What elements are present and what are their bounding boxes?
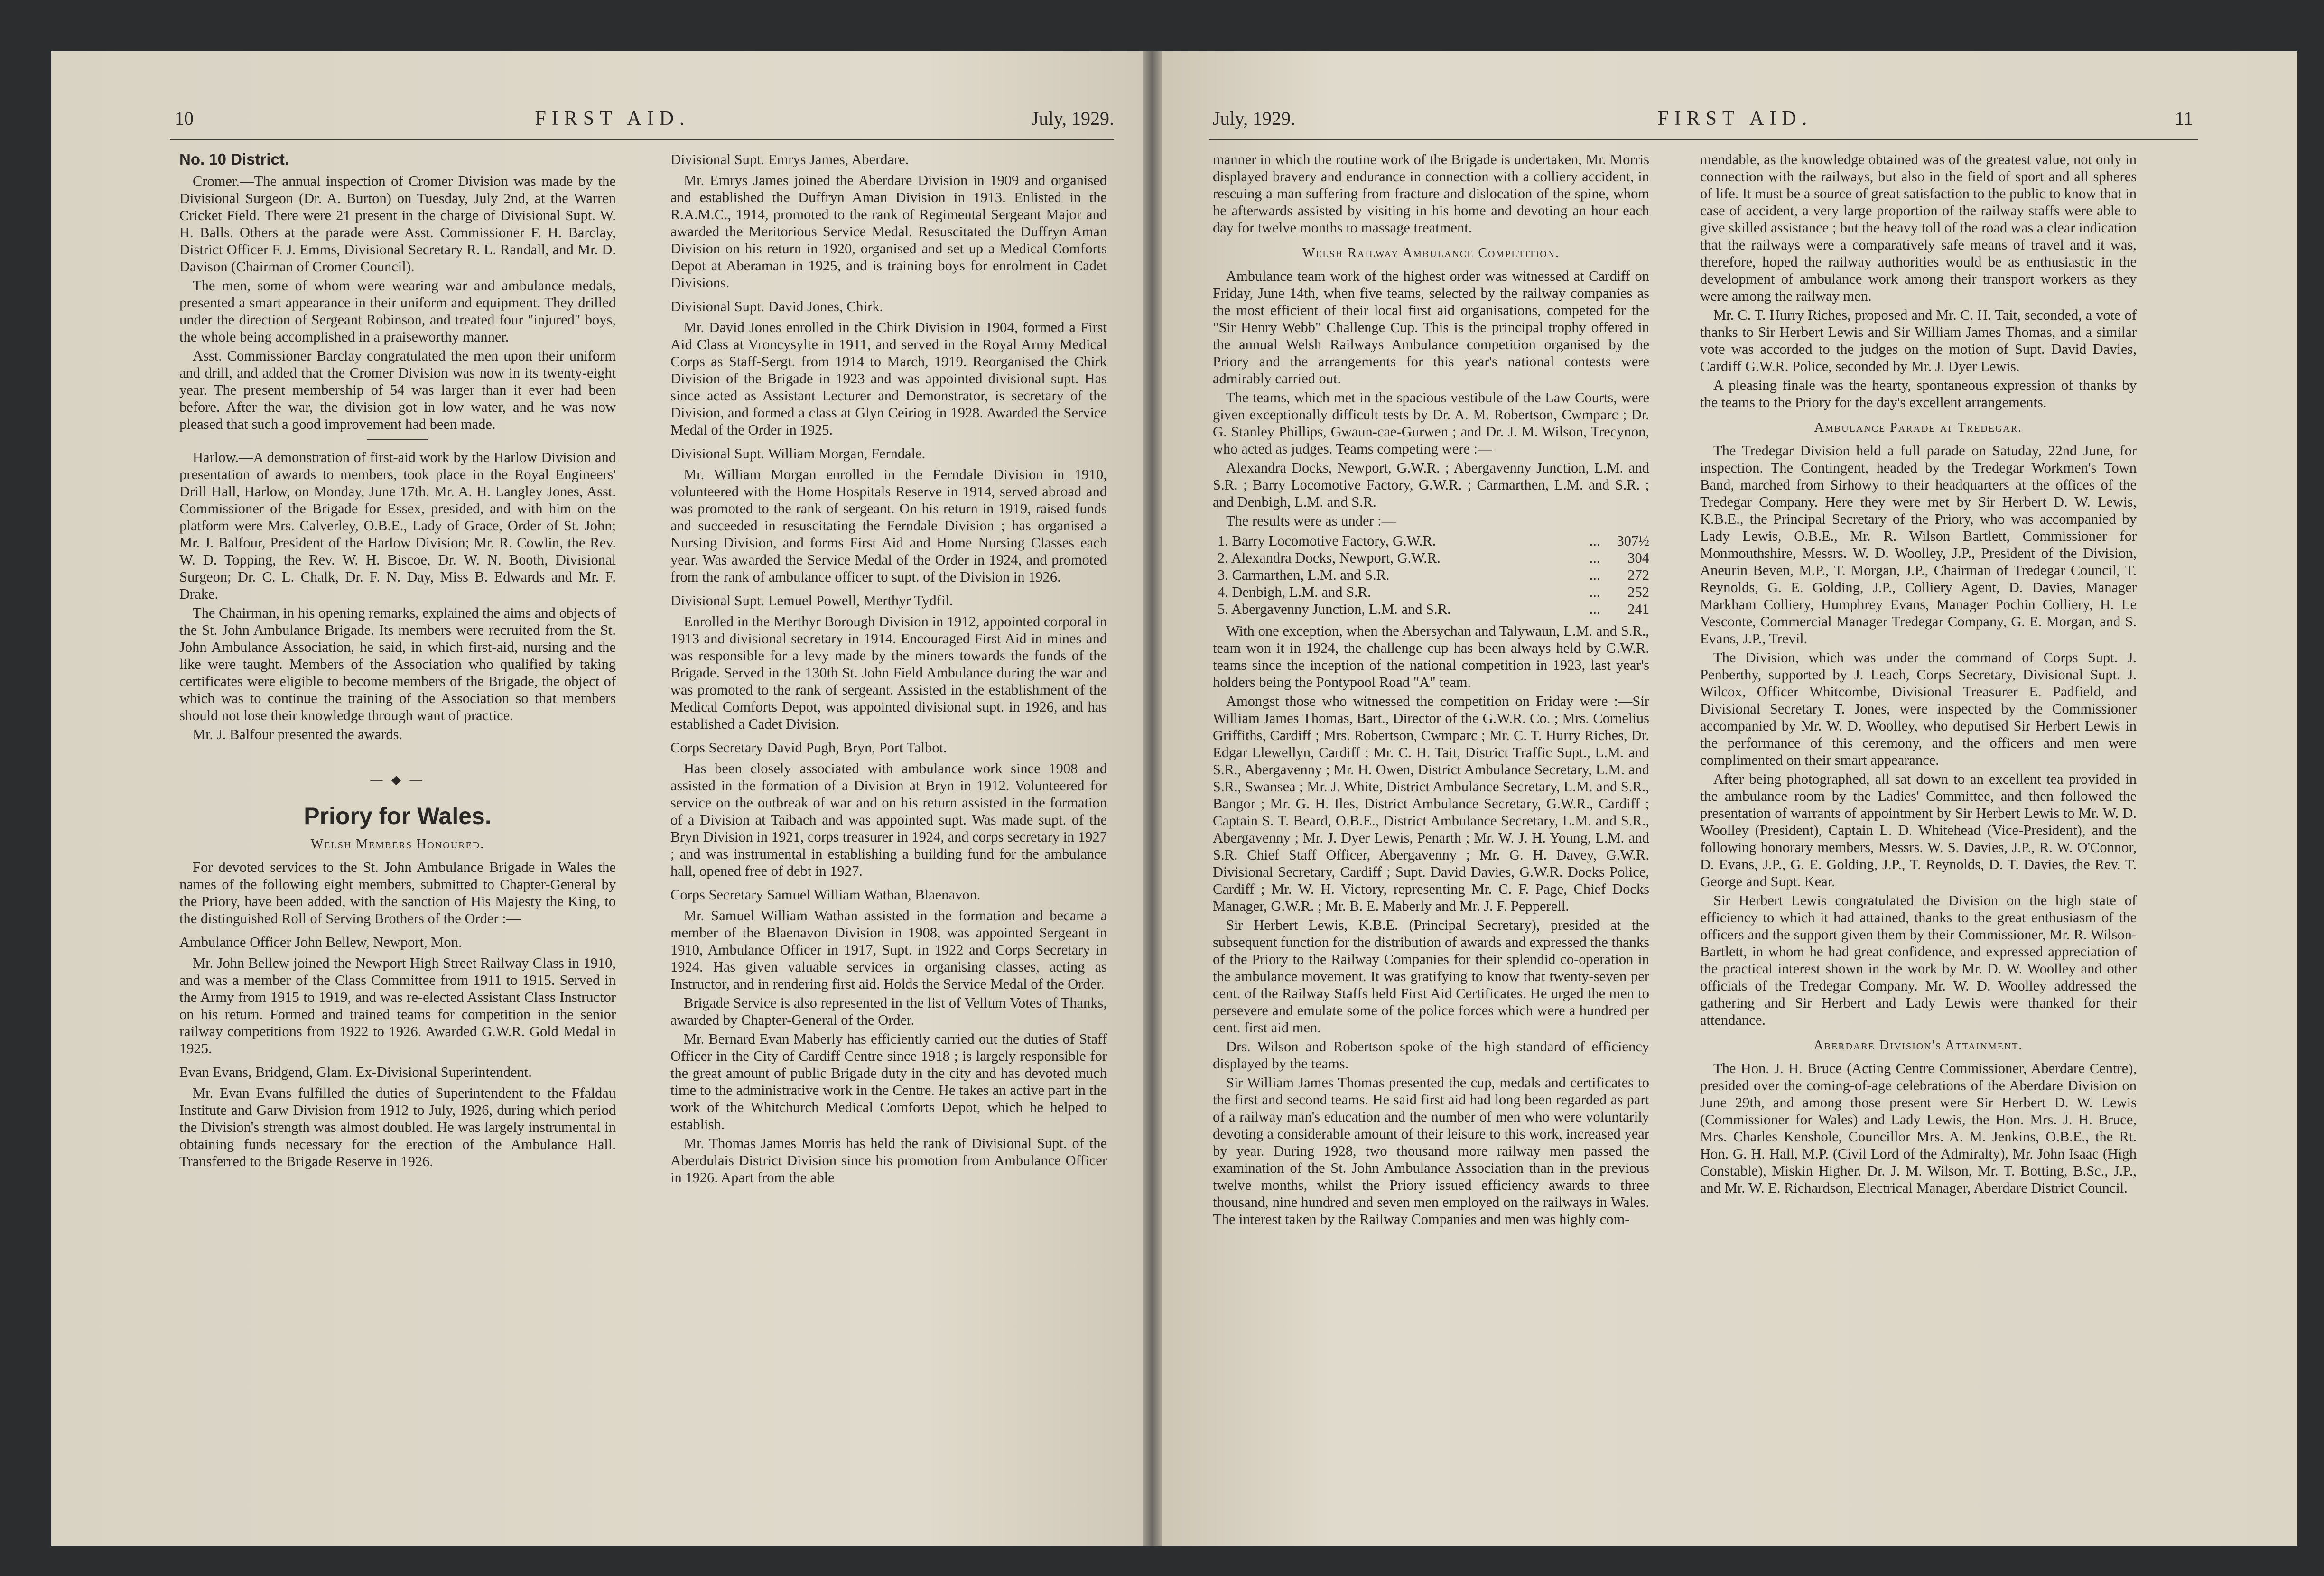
- paragraph: The Hon. J. H. Bruce (Acting Centre Commissioner, Aberdare Centre), presided over the coming-of-age celebrations of the Aberdare Division on June 29th, and among those present were Sir Herbert D. W. Lewis (Commissioner for Wales) and Lady Lewis, the Hon. Mrs. J. H. Bruce, Mrs. Charles Kenshole, Councillor Mrs. A. M. Jenkins, O.B.E., the Rt. Hon. G. H. Hall, M.P. (Civil Lord of the Admiralty), Mr. John Isaac (High Constable), Miskin Higher. Dr. J. M. Wilson, Mr. T. Botting, B.Sc., J.P., and Mr. W. E. Richardson, Electrical Manager, Aberdare District Council.: [1700, 1060, 2137, 1196]
- paragraph: Brigade Service is also represented in the list of Vellum Votes of Thanks, awarded by Chapter-General of the Order.: [670, 995, 1107, 1028]
- results-row: [1218, 532, 1649, 549]
- issue-date: July, 1929.: [1213, 108, 1296, 129]
- subheading: Aberdare Division's Attainment.: [1813, 1038, 2023, 1053]
- leader-dots: ...: [1589, 567, 1600, 583]
- issue-date: July, 1929.: [1031, 108, 1114, 129]
- team-name: 2. Alexandra Docks, Newport, G.W.R.: [1218, 550, 1441, 566]
- paragraph: Mr. Thomas James Morris has held the rank of Divisional Supt. of the Aberdulais District Division since his promotion from Ambulance Officer in 1926. Apart from the able: [670, 1135, 1107, 1186]
- paragraph: The Tredegar Division held a full parade on Satuday, 22nd June, for inspection. The Contingent, headed by the Tredegar Workmen's Town Band, marched from Sirhowy to their headquarters at the offices of the Tredegar Company. Here they were met by Sir Herbert D. W. Lewis, K.B.E., the Principal Secretary of the Priory, who was accompanied by Lady Lewis, O.B.E., Mr. R. Wilson Bartlett, Commissioner for Monmouthshire, Messrs. W. D. Woolley, J.P., President of the Division, Aneurin Beven, M.P., T. Morgan, J.P., Chairman of Tredegar Council, T. Reynolds, G. E. Golding, J.P., Colliery Agent, D. Davies, Manager Markham Colliery, Humphrey Evans, Manager Pochin Colliery, H. Le Vesconte, Commercial Manager Tredegar Company, G. E. Morgan, and S. Evans, J.P., Trevil.: [1700, 443, 2137, 647]
- right-page: [1162, 51, 2297, 1546]
- paragraph: The results were as under :—: [1226, 513, 1396, 529]
- divider: [367, 439, 428, 440]
- team-name: 1. Barry Locomotive Factory, G.W.R.: [1218, 533, 1436, 549]
- team-name: 5. Abergavenny Junction, L.M. and S.R.: [1218, 601, 1451, 617]
- paragraph: Asst. Commissioner Barclay congratulated the men upon their uniform and drill, and added that the Cromer Division was now in its twenty-eight year. The present membership of 54 was larger than it ever had been before. After the war, the division got in low water, and he was now pleased that such a good improvement had been made.: [179, 348, 616, 432]
- paragraph: Cromer.—The annual inspection of Cromer Division was made by the Divisional Surgeon (Dr. A. Burton) on Tuesday, July 2nd, at the Warren Cricket Field. There were 21 present in the charge of Divisional Supt. W. H. Balls. Others at the parade were Asst. Commissioner F. H. Barclay, District Officer F. J. Emms, Divisional Secretary R. L. Randall, and Mr. D. Davison (Chairman of Cromer Council).: [179, 173, 616, 275]
- paragraph: The teams, which met in the spacious vestibule of the Law Courts, were given exceptionally difficult tests by Dr. A. M. Robertson, Cwmparc ; Dr. G. Stanley Phillips, Gwaun-cae-Gurwen ; and Dr. J. M. Wilson, Trecynon, who acted as judges. Teams competing were :—: [1213, 389, 1649, 457]
- paragraph: Mr. William Morgan enrolled in the Ferndale Division in 1910, volunteered with the Home Hospitals Reserve in 1914, served abroad and was promoted to the rank of sergeant. On his return in 1919, raised funds and succeeded in resuscitating the Ferndale Division ; has organised a Nursing Division, and forms First Aid and Home Nursing Classes each year. Was awarded the Service Medal of the Order in 1924, and promoted from the rank of ambulance officer to supt. of the Division in 1926.: [670, 466, 1107, 585]
- paragraph: The Division, which was under the command of Corps Supt. J. Penberthy, supported by J. Leach, Corps Secretary, Divisional Supt. J. Wilcox, Officer Whitcombe, Divisional Treasurer E. Padfield, and Divisional Secretary T. Jones, were inspected by the Commissioner accompanied by Mr. W. D. Woolley, who deputised Sir Herbert Lewis in the performance of this ceremony, and the officers and men were complimented on their smart appearance.: [1700, 649, 2137, 768]
- running-title: FIRST AID.: [1657, 108, 1813, 130]
- paragraph: Mr. John Bellew joined the Newport High Street Railway Class in 1910, and was a member of the Class Committee from 1911 to 1915. Served in the Army from 1915 to 1919, and was re-elected Assistant Class Instructor on his return. Formed and trained teams for competition in the senior railway competitions from 1922 to 1926. Awarded G.W.R. Gold Medal in 1925.: [179, 955, 616, 1057]
- results-row: [1218, 566, 1649, 584]
- paragraph: For devoted services to the St. John Ambulance Brigade in Wales the names of the following eight members, submitted to Chapter-General by the Priory, have been added, with the sanction of His Majesty the King, to the distinguished Roll of Serving Brothers of the Order :—: [179, 859, 616, 927]
- team-score: 252: [1627, 584, 1649, 600]
- magazine-spread: [51, 51, 2297, 1546]
- paragraph: Mr. Evan Evans fulfilled the duties of Superintendent to the Ffaldau Institute and Garw Division from 1912 to July, 1926, during which period the Division's strength was almost doubled. He was largely instrumental in obtaining funds necessary for the erection of the Ambulance Hall. Transferred to the Brigade Reserve in 1926.: [179, 1085, 616, 1169]
- person-heading: Evan Evans, Bridgend, Glam. Ex-Divisional Superintendent.: [179, 1064, 532, 1080]
- paragraph: Mr. Bernard Evan Maberly has efficiently carried out the duties of Staff Officer in the City of Cardiff Centre since 1918 ; is largely responsible for the great amount of public Brigade duty in the city and has devoted much time to the administrative work in the Centre. He takes an active part in the work of the Whitchurch Medical Comforts Depot, which he helped to establish.: [670, 1031, 1107, 1132]
- right-column-2: [1700, 146, 2137, 1198]
- team-score: 241: [1627, 601, 1649, 617]
- leader-dots: ...: [1589, 533, 1600, 549]
- paragraph: Harlow.—A demonstration of first-aid work by the Harlow Division and presentation of awards to members, took place in the Royal Engineers' Drill Hall, Harlow, on Monday, June 17th. Mr. A. H. Langley Jones, Asst. Commissioner of the Brigade for Essex, presided, and with him on the platform were Mrs. Calverley, O.B.E., Lady of Grace, Order of St. John; Mr. J. Balfour, President of the Harlow Division; Mr. R. Cowlin, the Rev. W. D. Topping, the Rev. W. H. Biscoe, Dr. W. N. Booth, Divisional Surgeon; Dr. C. L. Chalk, Dr. F. N. Day, Miss B. Edwards and Mr. F. Drake.: [179, 449, 616, 602]
- results-row: [1218, 549, 1649, 566]
- subheading: Welsh Railway Ambulance Competition.: [1302, 246, 1560, 260]
- paragraph: Mr. David Jones enrolled in the Chirk Division in 1904, formed a First Aid Class at Vroncysylte in 1911, and served in the Royal Army Medical Corps as Staff-Sergt. from 1914 to March, 1919. Reorganised the Chirk Division of the Brigade in 1923 and was appointed divisional supt. Has since acted as Assistant Lecturer and Demonstrator, is secretary of the Division, and formed a class at Glyn Ceiriog in 1928. Awarded the Service Medal of the Order in 1925.: [670, 319, 1107, 438]
- person-heading: Divisional Supt. Lemuel Powell, Merthyr Tydfil.: [670, 593, 953, 609]
- paragraph: Sir Herbert Lewis, K.B.E. (Principal Secretary), presided at the subsequent function for the distribution of awards and expressed the thanks of the Priory to the Railway Companies for their splendid co-operation in the ambulance movement. It was gratifying to know that twenty-seven per cent. of the Railway Staffs held First Aid Certificates. He urged the men to persevere and emulate some of the police forces which were a hundred per cent. first aid men.: [1213, 917, 1649, 1036]
- person-heading: Divisional Supt. David Jones, Chirk.: [670, 298, 883, 315]
- person-heading: Ambulance Officer John Bellew, Newport, Mon.: [179, 934, 462, 950]
- leader-dots: ...: [1589, 584, 1600, 600]
- paragraph: Mr. Samuel William Wathan assisted in the formation and became a member of the Blaenavon Division in 1908, was appointed Sergeant in 1910, Ambulance Officer in 1917, Supt. in 1922 and Corps Secretary in 1924. Has given valuable services in organising classes, acting as Instructor, and in rendering first aid. Holds the Service Medal of the Order.: [670, 908, 1107, 992]
- subheading: Welsh Members Honoured.: [310, 837, 485, 852]
- person-heading: Divisional Supt. William Morgan, Ferndale.: [670, 445, 926, 462]
- paragraph: Mr. J. Balfour presented the awards.: [193, 726, 403, 742]
- paragraph: Mr. Emrys James joined the Aberdare Division in 1909 and organised and established the Duffryn Aman Division in 1913. Enlisted in the R.A.M.C., 1914, promoted to the rank of Regimental Sergeant Major and awarded the Meritorious Service Medal. Resuscitated the Duffryn Aman Division on his return in 1920, organised and set up a Medical Comforts Depot at Aberaman in 1925, and is training boys for enrolment in Cadet Divisions.: [670, 172, 1107, 291]
- paragraph: After being photographed, all sat down to an excellent tea provided in the ambulance room by the Ladies' Committee, and then followed the presentation of warrants of appointment by Sir Herbert Lewis to Mr. W. D. Woolley (President), Captain L. D. Whitehead (Vice-President), and the following honorary members, Messrs. W. S. Davies, J.P., R. W. O'Connor, D. Evans, J.P., G. E. Golding, J.P., T. Reynolds, D. T. Davies, the Rev. T. George and Supt. Kear.: [1700, 771, 2137, 890]
- paragraph: Mr. C. T. Hurry Riches, proposed and Mr. C. H. Tait, seconded, a vote of thanks to Sir Herbert Lewis and Sir William James Thomas, and a similar vote was accorded to the judges on the motion of Supt. David Davies, Cardiff G.W.R. Police, seconded by Mr. J. Dyer Lewis.: [1700, 307, 2137, 374]
- paragraph: A pleasing finale was the hearty, spontaneous expression of thanks by the teams to the Priory for the day's excellent arrangements.: [1700, 377, 2137, 410]
- paragraph: Drs. Wilson and Robertson spoke of the high standard of efficiency displayed by the teams.: [1213, 1038, 1649, 1072]
- person-heading: Corps Secretary David Pugh, Bryn, Port Talbot.: [670, 740, 947, 756]
- person-heading: Divisional Supt. Emrys James, Aberdare.: [670, 151, 909, 167]
- leader-dots: ...: [1589, 601, 1600, 617]
- left-column-2: [670, 146, 1107, 1188]
- paragraph: With one exception, when the Abersychan and Talywaun, L.M. and S.R., team won it in 1924, the challenge cup has been always held by G.W.R. teams since the inception of the national competition in 1923, last year's holders being the Pontypool Road "A" team.: [1213, 623, 1649, 690]
- subheading: Ambulance Parade at Tredegar.: [1814, 420, 2023, 435]
- page-number: 11: [2175, 108, 2193, 129]
- running-header: [1213, 107, 2193, 136]
- page-number: 10: [175, 108, 194, 129]
- paragraph: The men, some of whom were wearing war and ambulance medals, presented a smart appearance in their uniform and equipment. They drilled under the direction of Sergeant Robinson, and treated four "injured" boys, the whole being accomplished in a praiseworthy manner.: [179, 278, 616, 345]
- paragraph: Sir William James Thomas presented the cup, medals and certificates to the first and second teams. He said first aid had long been regarded as part of a railway man's education and the number of men who were voluntarily devoting a considerable amount of their leisure to this work, increased year by year. During 1928, two thousand more railway men passed the examination of the St. John Ambulance Association than in the previous twelve months, whilst the Priory issued efficiency awards to three thousand, nine hundred and seven men employed on the railways in Wales. The interest taken by the Railway Companies and men was highly com-: [1213, 1075, 1649, 1227]
- paragraph: Enrolled in the Merthyr Borough Division in 1912, appointed corporal in 1913 and divisional secretary in 1914. Encouraged First Aid in mines and was responsible for a levy made by the miners towards the funds of the Brigade. Served in the 130th St. John Field Ambulance during the war and was promoted to the rank of sergeant. Assisted in the establishment of the Medical Comforts Depot, was appointed divisional supt. in 1926, and has established a Cadet Division.: [670, 613, 1107, 732]
- section-heading: Priory for Wales.: [304, 803, 492, 829]
- leader-dots: ...: [1589, 550, 1600, 566]
- district-heading: No. 10 District.: [179, 150, 289, 168]
- running-header: [175, 107, 1114, 136]
- paragraph: manner in which the routine work of the Brigade is undertaken, Mr. Morris displayed bravery and endurance in connection with a colliery accident, in rescuing a man suffering from fracture and dislocation of the spine, whom he afterwards assisted by visiting in his home and devoting an hour each day for twelve months to massage treatment.: [1213, 151, 1649, 236]
- right-column-1: [1213, 146, 1649, 1230]
- team-score: 307½: [1617, 533, 1649, 549]
- results-list: [1218, 532, 1649, 618]
- spine-gutter: [1143, 51, 1162, 1546]
- paragraph: Has been closely associated with ambulance work since 1908 and assisted in the formation of a Division at Bryn in 1912. Volunteered for service on the outbreak of war and on his return assisted in the formation of a Division at Taibach and was appointed supt. Was made supt. of the Bryn Division in 1921, corps treasurer in 1924, and corps secretary in 1927 ; and was instrumental in establishing a building fund for the ambulance hall, opened free of debt in 1927.: [670, 760, 1107, 879]
- paragraph: mendable, as the knowledge obtained was of the greatest value, not only in connection with the railways, but also in the field of sport and all spheres of life. It must be a source of great satisfaction to the public to know that in case of accident, a very large proportion of the railway staffs were able to give skilled assistance ; but the heavy toll of the road was a clear indication that the railways were a comparatively safe means of travel and it was, therefore, hoped the railway authorities would be as enthusiastic in the development of ambulance work among their transport workers as they were among the railway men.: [1700, 151, 2137, 304]
- person-heading: Corps Secretary Samuel William Wathan, Blaenavon.: [670, 887, 981, 903]
- results-row: [1218, 601, 1649, 618]
- paragraph: Alexandra Docks, Newport, G.W.R. ; Abergavenny Junction, L.M. and S.R. ; Barry Locomotive Factory, G.W.R. ; Carmarthen, L.M. and S.R. ; and Denbigh, L.M. and S.R.: [1213, 460, 1649, 510]
- team-name: 4. Denbigh, L.M. and S.R.: [1218, 584, 1371, 600]
- paragraph: Sir Herbert Lewis congratulated the Division on the high state of efficiency to which it had attained, thanks to the great enthusiasm of the officers and the support given them by their Commissioner, Mr. R. Wilson-Bartlett, in whom he had great confidence, and expressed appreciation of the practical interest shown in the work by Mr. D. W. Woolley and other officials of the Tredegar Company. Mr. W. D. Woolley addressed the gathering and Sir Herbert and Lady Lewis were thanked for their attendance.: [1700, 892, 2137, 1028]
- team-score: 304: [1627, 550, 1649, 566]
- header-rule: [170, 139, 1114, 140]
- team-score: 272: [1627, 567, 1649, 583]
- paragraph: Ambulance team work of the highest order was witnessed at Cardiff on Friday, June 14th, when five teams, selected by the railway companies as the most efficient of their local first aid organisations, competed for the "Sir Henry Webb" Challenge Cup. This is the principal trophy offered in the annual Welsh Railways Ambulance competition organised by the Priory and the arrangements for this year's national contests were admirably carried out.: [1213, 268, 1649, 387]
- section-ornament: — ◆ —: [370, 773, 425, 787]
- running-title: FIRST AID.: [535, 108, 690, 130]
- results-row: [1218, 584, 1649, 601]
- left-column-1: [179, 146, 616, 1172]
- left-page: [51, 51, 1143, 1546]
- header-rule: [1209, 139, 2198, 140]
- team-name: 3. Carmarthen, L.M. and S.R.: [1218, 567, 1390, 583]
- paragraph: Amongst those who witnessed the competition on Friday were :—Sir William James Thomas, Bart., Director of the G.W.R. Co. ; Mrs. Cornelius Griffiths, Cardiff ; Mrs. Robertson, Cwmparc ; Mr. C. T. Hurry Riches, Dr. Edgar Llewellyn, Cardiff ; Mr. C. H. Tait, District Traffic Supt., L.M. and S.R., Abergavenny ; Mr. H. Owen, District Ambulance Secretary, L.M. and S.R., Swansea ; Mr. J. White, District Ambulance Secretary, L.M. and S.R., Bangor ; Mr. G. H. Iles, District Ambulance Secretary, G.W.R., Cardiff ; Captain S. T. Beard, O.B.E., District Ambulance Secretary, L.M. and S.R., Abergavenny ; Mr. J. Dyer Lewis, Penarth ; Mr. W. J. H. Young, L.M. and S.R. Chief Staff Officer, Abergavenny ; Mr. G. H. Davey, G.W.R. Divisional Secretary, Cardiff ; Supt. David Davies, G.W.R. Docks Police, Cardiff ; Mr. W. H. Victory, representing Mr. C. F. Page, Chief Docks Manager, G.W.R. ; Mr. B. E. Maberly and Mr. J. F. Pepperell.: [1213, 693, 1649, 914]
- paragraph: The Chairman, in his opening remarks, explained the aims and objects of the St. John Ambulance Brigade. Its members were recruited from the St. John Ambulance Association, he said, in which first-aid, nursing and the like were taught. Members of the Association who qualified by taking certificates were eligible to become members of the Brigade, the object of which was to continue the training of the Association so that members should not lose their knowledge through want of practice.: [179, 605, 616, 723]
